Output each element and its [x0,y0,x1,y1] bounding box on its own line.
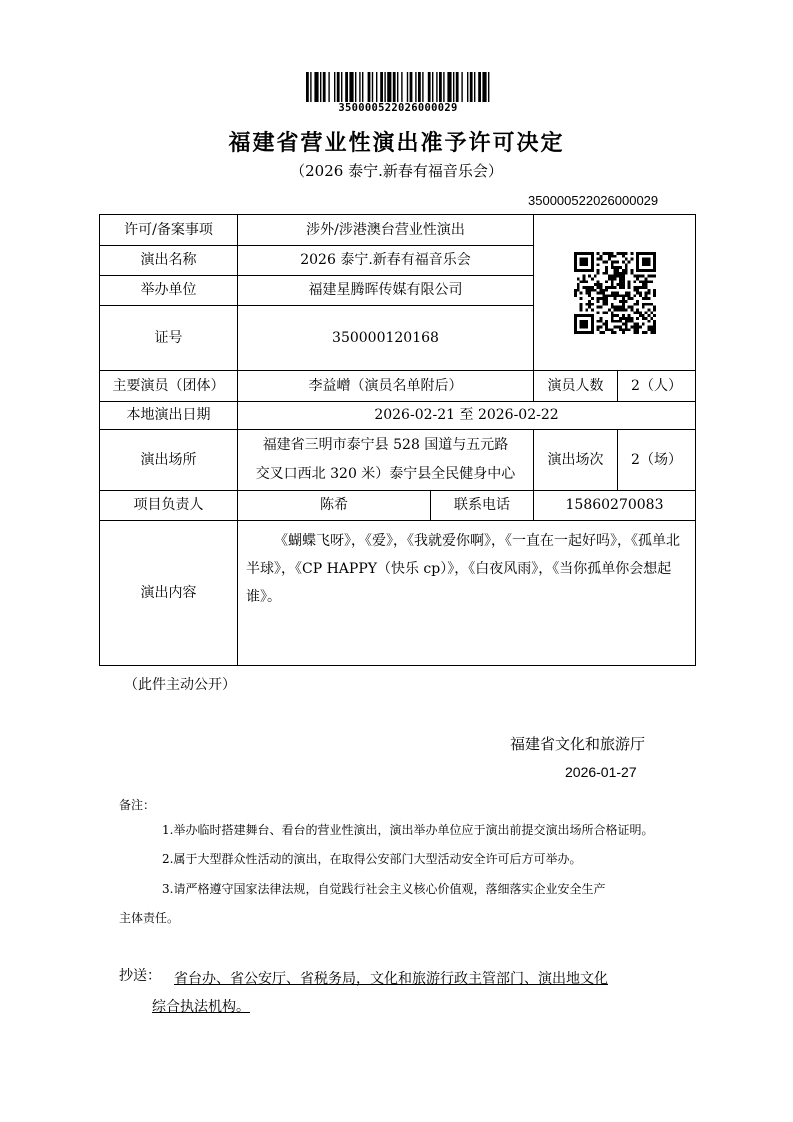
phone-value: 15860270083 [534,491,696,521]
qr-code-icon [574,252,656,334]
row-category [100,215,696,246]
page-title: 福建省营业性演出准予许可决定 [228,130,565,156]
license-label: 证号 [100,306,238,371]
document-number: 350000522026000029 [528,193,659,208]
note-3: 3.请严格遵守国家法律法规，自觉践行社会主义核心价值观，落细落实企业安全生产 [162,882,606,896]
dates-label: 本地演出日期 [100,402,238,430]
remarks-title: 备注： [119,798,156,812]
performer-count-value: 2（人） [618,371,696,402]
manager-value: 陈希 [238,491,431,521]
barcode-number: 350000522026000029 [338,102,458,114]
content-value: 《蝴蝶飞呀》，《爱》，《我就爱你啊》，《一直在一起好吗》，《孤单北半球》，《CP HAPPY（快乐 cp）》，《白夜风雨》，《当你孤单你会想起谁》。 [238,521,696,666]
manager-label: 项目负责人 [100,491,238,521]
venue-value [238,430,534,491]
cc-recipients [152,965,684,1021]
sessions-label: 演出场次 [534,430,618,491]
permit-table [99,214,696,666]
row-venue [100,430,696,491]
organizer-value: 福建星腾晖传媒有限公司 [238,276,534,306]
dates-value: 2026-02-21 至 2026-02-22 [238,402,696,430]
row-content [100,521,696,666]
row-dates [100,402,696,430]
cc-line-2: 综合执法机构。 [152,999,250,1015]
venue-label: 演出场所 [100,430,238,491]
performers-label: 主要演员（团体） [100,371,238,402]
venue-line-2: 交叉口西北 320 米）泰宁县全民健身中心 [255,466,516,482]
note-1: 1.举办临时搭建舞台、看台的营业性演出，演出举办单位应于演出前提交演出场所合格证明。 [162,823,654,837]
row-manager [100,491,696,521]
cc-label: 抄送： [119,968,161,984]
row-performers [100,371,696,402]
show-name-label: 演出名称 [100,246,238,276]
performers-value: 李益嶒（演员名单附后） [238,371,534,402]
phone-label: 联系电话 [431,491,534,521]
performer-count-label: 演员人数 [534,371,618,402]
license-value: 350000120168 [238,306,534,371]
qr-cell [534,215,696,371]
show-name-value: 2026 泰宁.新春有福音乐会 [238,246,534,276]
note-3-continued: 主体责任。 [119,911,180,925]
cc-line-1: 省台办、省公安厅、省税务局，文化和旅游行政主管部门、演出地文化 [174,971,608,987]
venue-line-1: 福建省三明市泰宁县 528 国道与五元路 [262,437,509,453]
category-label: 许可/备案事项 [100,215,238,246]
barcode-icon [306,72,490,102]
note-2: 2.属于大型群众性活动的演出，在取得公安部门大型活动安全许可后方可举办。 [162,852,582,866]
content-label: 演出内容 [100,521,238,666]
issue-date: 2026-01-27 [565,764,637,780]
issuer: 福建省文化和旅游厅 [510,735,646,753]
organizer-label: 举办单位 [100,276,238,306]
category-value: 涉外/涉港澳台营业性演出 [238,215,534,246]
public-notice: （此件主动公开） [124,677,236,693]
sessions-value: 2（场） [618,430,696,491]
page-subtitle: （2026 泰宁.新春有福音乐会） [290,162,503,180]
